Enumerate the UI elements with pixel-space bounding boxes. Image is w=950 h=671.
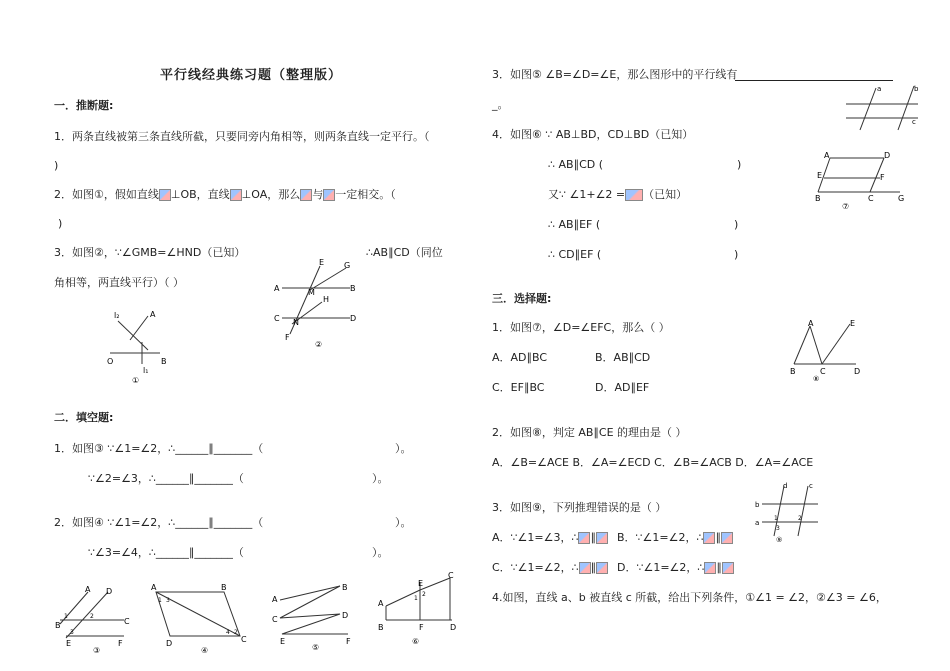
section-heading-fill: 二．填空题: bbox=[54, 411, 114, 424]
question-text: 3．如图②，∵∠GMB=∠HND（已知） bbox=[54, 246, 246, 259]
figure-number: ⑧ bbox=[813, 375, 820, 383]
label: 2 bbox=[234, 629, 238, 636]
formula-image-icon bbox=[578, 532, 590, 544]
label: E bbox=[850, 319, 856, 328]
label: O bbox=[107, 357, 114, 366]
formula-image-icon bbox=[596, 532, 608, 544]
question-text: ) bbox=[737, 158, 742, 171]
figure-top-right bbox=[842, 84, 922, 134]
label: H bbox=[323, 295, 330, 304]
option-d: D．∵∠1=∠2，∴ ∥ bbox=[617, 561, 734, 575]
options-row: A．∠B=∠ACE B．∠A=∠ECD C．∠B=∠ACB D．∠A=∠ACE bbox=[492, 456, 814, 469]
question-text: 3．如图⑨，下列推理错误的是（ ） bbox=[492, 501, 667, 514]
label: A bbox=[150, 310, 156, 319]
formula-image-icon bbox=[579, 562, 591, 574]
question-text: ∴AB∥CD（同位 bbox=[366, 246, 443, 259]
label: C bbox=[241, 635, 247, 644]
label: F bbox=[118, 639, 123, 648]
question-text: ∴ AB∥CD ( bbox=[548, 158, 604, 171]
formula-image-icon bbox=[704, 562, 716, 574]
question-text: _。 bbox=[492, 98, 509, 111]
label: D bbox=[350, 314, 357, 323]
label: 2 bbox=[90, 613, 94, 620]
question-text: ）。 bbox=[395, 516, 412, 529]
label: D bbox=[342, 611, 349, 620]
label: c bbox=[912, 118, 916, 126]
figure-number: ② bbox=[315, 340, 323, 349]
formula-image-icon bbox=[300, 189, 312, 201]
label: F bbox=[285, 333, 290, 342]
label: C bbox=[272, 615, 278, 624]
formula-image-icon bbox=[721, 532, 733, 544]
formula-image-icon bbox=[230, 189, 242, 201]
figure-7 bbox=[814, 148, 914, 214]
label: C bbox=[274, 314, 280, 323]
figure-number: ⑨ bbox=[776, 536, 783, 544]
figure-3 bbox=[52, 580, 142, 670]
option-a: A．AD∥BC bbox=[492, 351, 548, 364]
question-text: ) bbox=[54, 159, 59, 172]
question-text: 3．如图⑤ ∠B=∠D=∠E，那么图形中的平行线有 bbox=[492, 68, 738, 81]
label: D bbox=[450, 623, 457, 632]
label: 2 bbox=[422, 591, 426, 598]
answer-blank[interactable] bbox=[735, 80, 893, 81]
figure-number: ① bbox=[132, 376, 140, 385]
question-text: 1．如图③ ∵∠1=∠2，∴______∥_______（ bbox=[54, 442, 264, 455]
question-text: ∵∠2=∠3，∴______∥_______（ bbox=[88, 472, 244, 485]
label: A bbox=[274, 284, 280, 293]
label: d bbox=[783, 482, 788, 490]
figure-9 bbox=[752, 482, 832, 544]
label: D bbox=[106, 587, 113, 596]
question-text: 又∵ ∠1+∠2 = （已知） bbox=[548, 188, 688, 201]
figure-5 bbox=[268, 578, 368, 670]
figure-1 bbox=[100, 306, 180, 386]
label: A bbox=[824, 151, 830, 160]
option-b: B．∵∠1=∠2，∴ ∥ bbox=[617, 531, 733, 545]
label: 1 bbox=[158, 597, 162, 604]
label: N bbox=[293, 318, 299, 327]
question-text: ）。 bbox=[395, 442, 412, 455]
label: E bbox=[280, 637, 286, 646]
formula-image-icon bbox=[625, 189, 643, 201]
question-text: 1．两条直线被第三条直线所截，只要同旁内角相等，则两条直线一定平行。（ bbox=[54, 130, 430, 143]
figure-number: ⑤ bbox=[312, 643, 320, 652]
question-text: 角相等，两直线平行）（ ） bbox=[54, 276, 184, 289]
option-b: B．AB∥CD bbox=[595, 351, 651, 364]
option-d: D．AD∥EF bbox=[595, 381, 650, 394]
label: 1 bbox=[774, 515, 778, 522]
label: E bbox=[817, 171, 823, 180]
formula-image-icon bbox=[722, 562, 734, 574]
formula-image-icon bbox=[596, 562, 608, 574]
label: B bbox=[350, 284, 356, 293]
label: M bbox=[308, 288, 315, 297]
label: a bbox=[877, 85, 882, 93]
label: B bbox=[221, 583, 227, 592]
label: F bbox=[346, 637, 351, 646]
label: 4 bbox=[226, 629, 230, 636]
label: A bbox=[272, 595, 278, 604]
label: F bbox=[419, 623, 424, 632]
option-c: C．EF∥BC bbox=[492, 381, 545, 394]
figure-2 bbox=[270, 254, 370, 350]
label: C bbox=[448, 571, 454, 580]
figure-number: ⑦ bbox=[842, 202, 850, 211]
label: D bbox=[166, 639, 173, 648]
question-text: ∴ AB∥EF ( bbox=[548, 218, 601, 231]
label: 3 bbox=[166, 597, 170, 604]
label: A bbox=[151, 583, 157, 592]
label: b bbox=[914, 85, 919, 93]
label: 1 bbox=[414, 595, 418, 602]
question-text: 2．如图⑧，判定 AB∥CE 的理由是（ ） bbox=[492, 426, 687, 439]
label: 2 bbox=[798, 515, 802, 522]
formula-image-icon bbox=[159, 189, 171, 201]
label: B bbox=[55, 621, 61, 630]
formula-image-icon bbox=[323, 189, 335, 201]
label: c bbox=[809, 482, 813, 490]
figure-number: ⑥ bbox=[412, 637, 420, 646]
figure-number: ④ bbox=[201, 646, 209, 655]
label: G bbox=[344, 261, 351, 270]
label: C bbox=[820, 367, 826, 376]
label: l₂ bbox=[114, 311, 120, 320]
label: b bbox=[755, 501, 760, 509]
label: A bbox=[85, 585, 91, 594]
label: B bbox=[815, 194, 821, 203]
label: G bbox=[898, 194, 905, 203]
label: B bbox=[378, 623, 384, 632]
label: B bbox=[161, 357, 167, 366]
section-heading-choice: 三．选择题: bbox=[492, 292, 552, 305]
question-text: 1．如图⑦，∠D=∠EFC，那么（ ） bbox=[492, 321, 670, 334]
label: D bbox=[854, 367, 861, 376]
question-text: 4.如图，直线 a、b 被直线 c 所截，给出下列条件，①∠1 = ∠2，②∠3 = ∠6， bbox=[492, 591, 887, 604]
question-text: ) bbox=[734, 218, 739, 231]
question-text: 2．如图①，假如直线 ⊥OB，直线 ⊥OA，那么 与 一定相交。（ bbox=[54, 188, 396, 201]
figure-8 bbox=[786, 316, 866, 386]
label: F bbox=[880, 173, 885, 182]
figure-number: ③ bbox=[93, 646, 101, 655]
section-heading-judgement: 一．推断题: bbox=[54, 99, 114, 112]
figure-4 bbox=[146, 580, 254, 670]
label: D bbox=[884, 151, 891, 160]
label: E bbox=[319, 258, 325, 267]
formula-image-icon bbox=[703, 532, 715, 544]
question-text: 4．如图⑥ ∵ AB⊥BD，CD⊥BD（已知） bbox=[492, 128, 694, 141]
option-a: A．∵∠1=∠3，∴ ∥ bbox=[492, 531, 608, 545]
label: C bbox=[868, 194, 874, 203]
question-text: ）。 bbox=[372, 546, 389, 559]
question-text: ) bbox=[58, 217, 63, 230]
label: C bbox=[124, 617, 130, 626]
label: A bbox=[378, 599, 384, 608]
option-c: C．∵∠1=∠2，∴ ∥ bbox=[492, 561, 608, 575]
label: A bbox=[808, 319, 814, 328]
question-text: ) bbox=[734, 248, 739, 261]
page-title: 平行线经典练习题（整理版） bbox=[160, 68, 343, 83]
question-text: 2．如图④ ∵∠1=∠2，∴______∥_______（ bbox=[54, 516, 264, 529]
label: B bbox=[790, 367, 796, 376]
label: B bbox=[342, 583, 348, 592]
label: l₁ bbox=[143, 366, 149, 375]
question-text: ）。 bbox=[372, 472, 389, 485]
label: 3 bbox=[776, 525, 780, 532]
label: E bbox=[418, 579, 424, 588]
label: 1 bbox=[64, 613, 68, 620]
label: a bbox=[755, 519, 760, 527]
label: 3 bbox=[70, 629, 74, 636]
figure-6 bbox=[372, 570, 472, 670]
question-text: ∵∠3=∠4，∴______∥_______（ bbox=[88, 546, 244, 559]
question-text: ∴ CD∥EF ( bbox=[548, 248, 602, 261]
label: E bbox=[66, 639, 72, 648]
